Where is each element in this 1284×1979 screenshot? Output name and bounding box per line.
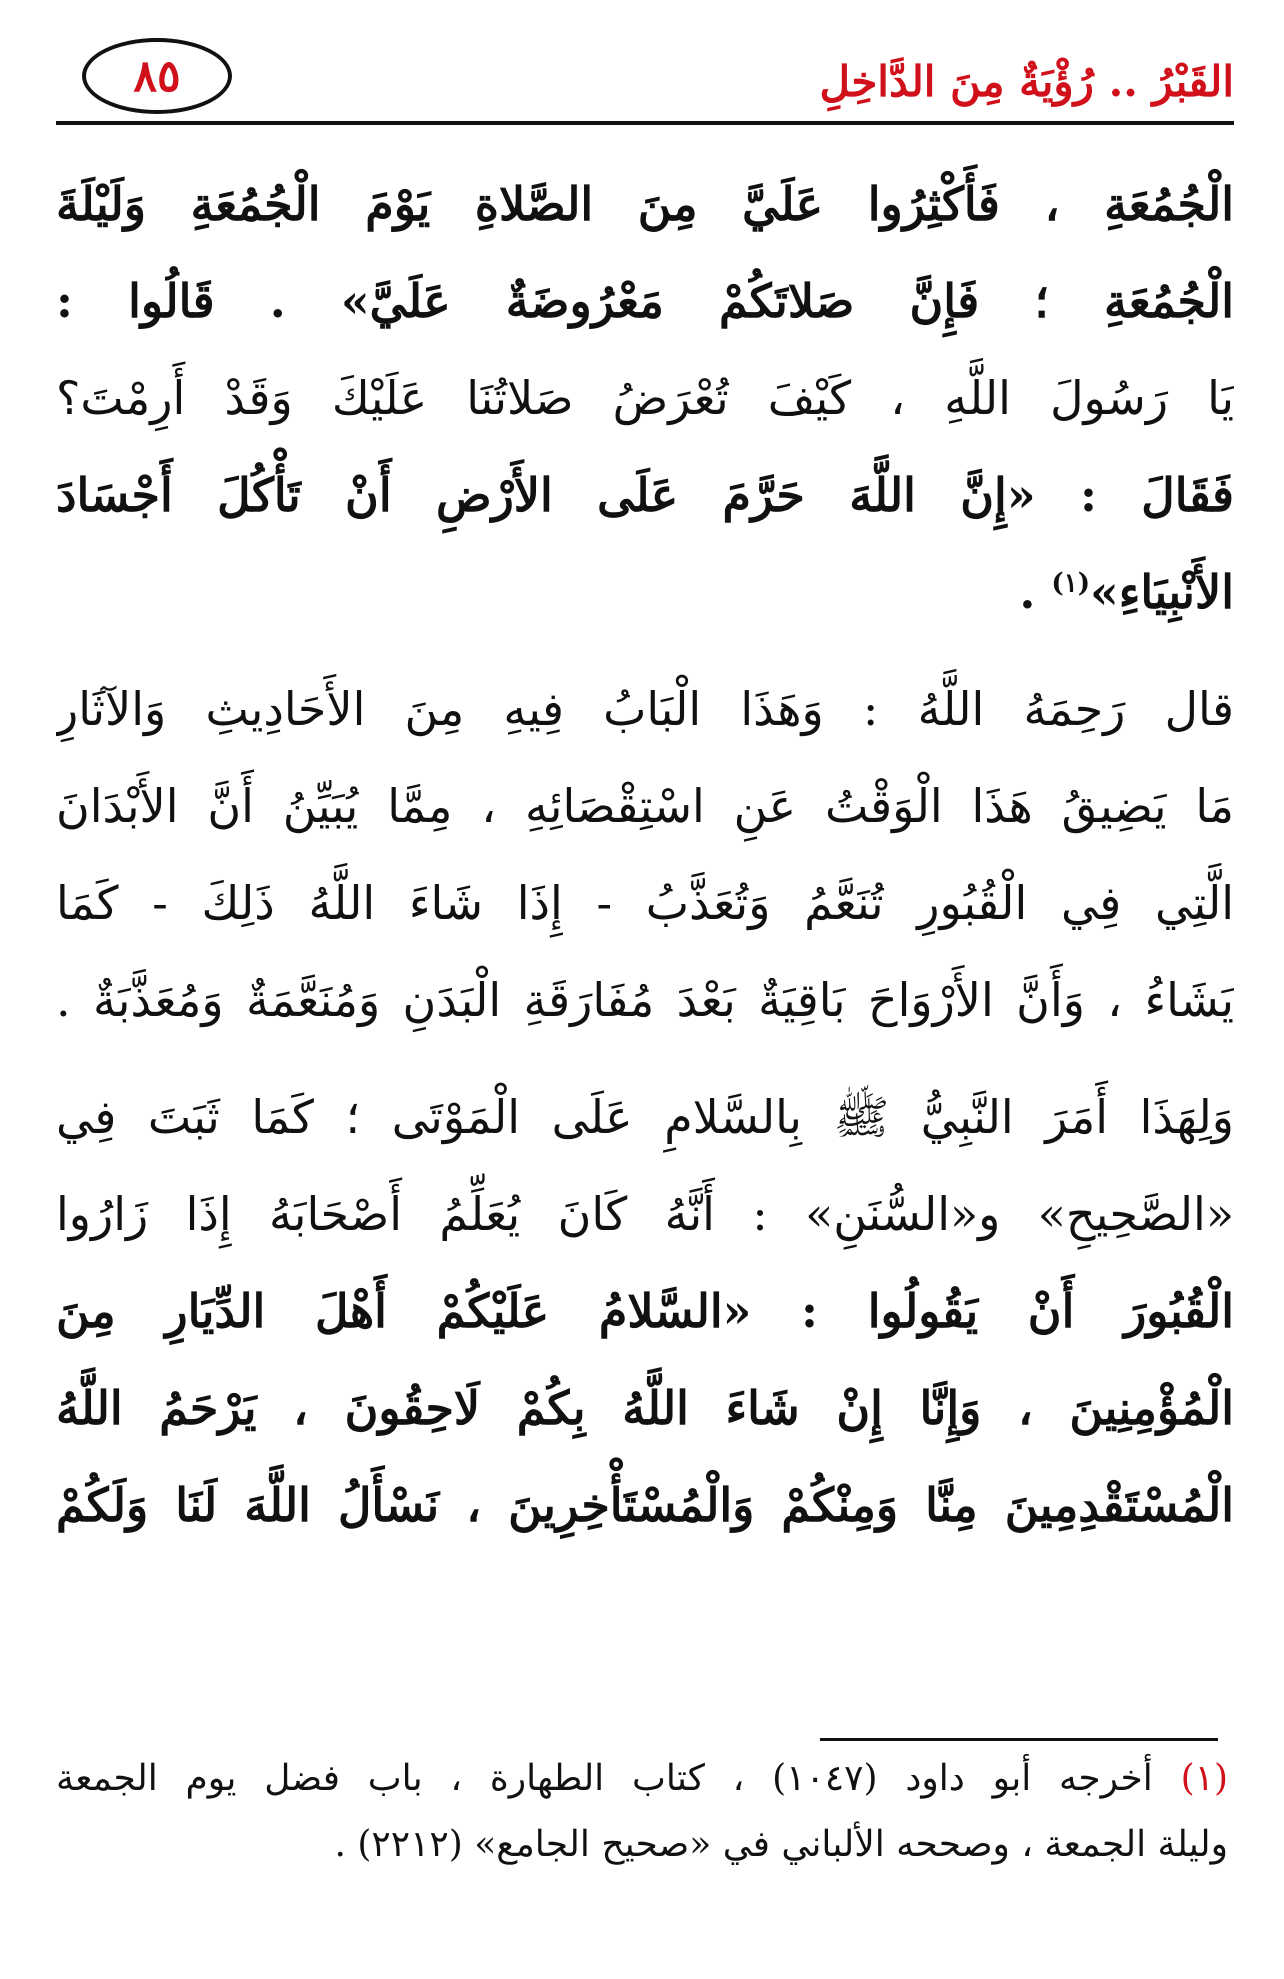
text-line: يَشَاءُ ، وَأَنَّ الأَرْوَاحَ بَاقِيَةٌ بَعْدَ مُفَارَقَةِ الْبَدَنِ وَمُنَعَّمَةٌ وَمُعَذَّبَةٌ .	[56, 973, 1234, 1027]
text-line: فَقَالَ : «إِنَّ اللَّهَ حَرَّمَ عَلَى الأَرْضِ أَنْ تَأْكُلَ أَجْسَادَ	[56, 468, 1234, 522]
text-line: مَا يَضِيقُ هَذَا الْوَقْتُ عَنِ اسْتِقْصَائِهِ ، مِمَّا يُبَيِّنُ أَنَّ الأَبْدَانَ	[56, 779, 1234, 833]
page-number-badge: ٨٥	[82, 38, 232, 114]
text-line: وَلِهَذَا أَمَرَ النَّبِيُّ ﷺ بِالسَّلامِ عَلَى الْمَوْتَى ؛ كَمَا ثَبَتَ فِي	[56, 1090, 1234, 1144]
header-divider	[56, 121, 1234, 125]
page-header	[56, 38, 1234, 126]
text-line: الَّتِي فِي الْقُبُورِ تُنَعَّمُ وَتُعَذَّبُ - إِذَا شَاءَ اللَّهُ ذَلِكَ - كَمَا	[56, 876, 1234, 930]
footnote-line: وليلة الجمعة ، وصححه الألباني في «صحيح الجامع» (٢٢١٢) .	[334, 1824, 1228, 1865]
text-fragment: الأَنْبِيَاءِ»	[1090, 565, 1234, 619]
footnote-text: أخرجه أبو داود (١٠٤٧) ، كتاب الطهارة ، باب فضل يوم الجمعة	[56, 1758, 1153, 1799]
text-line: «الصَّحِيحِ» و«السُّنَنِ» : أَنَّهُ كَانَ يُعَلِّمُ أَصْحَابَهُ إِذَا زَارُوا	[56, 1187, 1234, 1241]
paragraph-spacer	[56, 1049, 1234, 1069]
paragraph-spacer	[56, 641, 1234, 661]
text-line: الْقُبُورَ أَنْ يَقُولُوا : «السَّلامُ عَلَيْكُمْ أَهْلَ الدِّيَارِ مِنَ	[56, 1284, 1234, 1338]
main-text	[56, 156, 1234, 1554]
footnote-line	[56, 1746, 1228, 1812]
footnote-reference: (١)	[1051, 568, 1091, 599]
paragraph-1	[56, 156, 1234, 641]
text-line: الْمُؤْمِنِينَ ، وَإِنَّا إِنْ شَاءَ اللَّهُ بِكُمْ لَاحِقُونَ ، يَرْحَمُ اللَّهُ	[56, 1381, 1234, 1435]
text-line: الْمُسْتَقْدِمِينَ مِنَّا وَمِنْكُمْ وَالْمُسْتَأْخِرِينَ ، نَسْأَلُ اللَّهَ لَنَا وَلَكُمْ	[56, 1478, 1234, 1532]
running-title: القَبْرُ .. رُؤْيَةٌ مِنَ الدَّاخِلِ	[819, 57, 1234, 106]
text-line	[56, 544, 1234, 641]
text-line: يَا رَسُولَ اللَّهِ ، كَيْفَ تُعْرَضُ صَلاتُنَا عَلَيْكَ وَقَدْ أَرِمْتَ؟	[56, 371, 1234, 425]
text-line: الْجُمُعَةِ ، فَأَكْثِرُوا عَلَيَّ مِنَ الصَّلاةِ يَوْمَ الْجُمُعَةِ وَلَيْلَةَ	[56, 177, 1234, 231]
text-line: الْجُمُعَةِ ؛ فَإِنَّ صَلاتَكُمْ مَعْرُوضَةٌ عَلَيَّ» . قَالُوا :	[56, 274, 1234, 328]
paragraph-3	[56, 1069, 1234, 1554]
text-line: قال رَحِمَهُ اللَّهُ : وَهَذَا الْبَابُ فِيهِ مِنَ الأَحَادِيثِ وَالآثَارِ	[56, 682, 1234, 736]
paragraph-2	[56, 661, 1234, 1049]
footnote-number: (١)	[1180, 1758, 1228, 1799]
footnotes	[56, 1746, 1228, 1878]
footnote-divider	[820, 1738, 1218, 1741]
text-fragment: .	[1019, 565, 1036, 619]
